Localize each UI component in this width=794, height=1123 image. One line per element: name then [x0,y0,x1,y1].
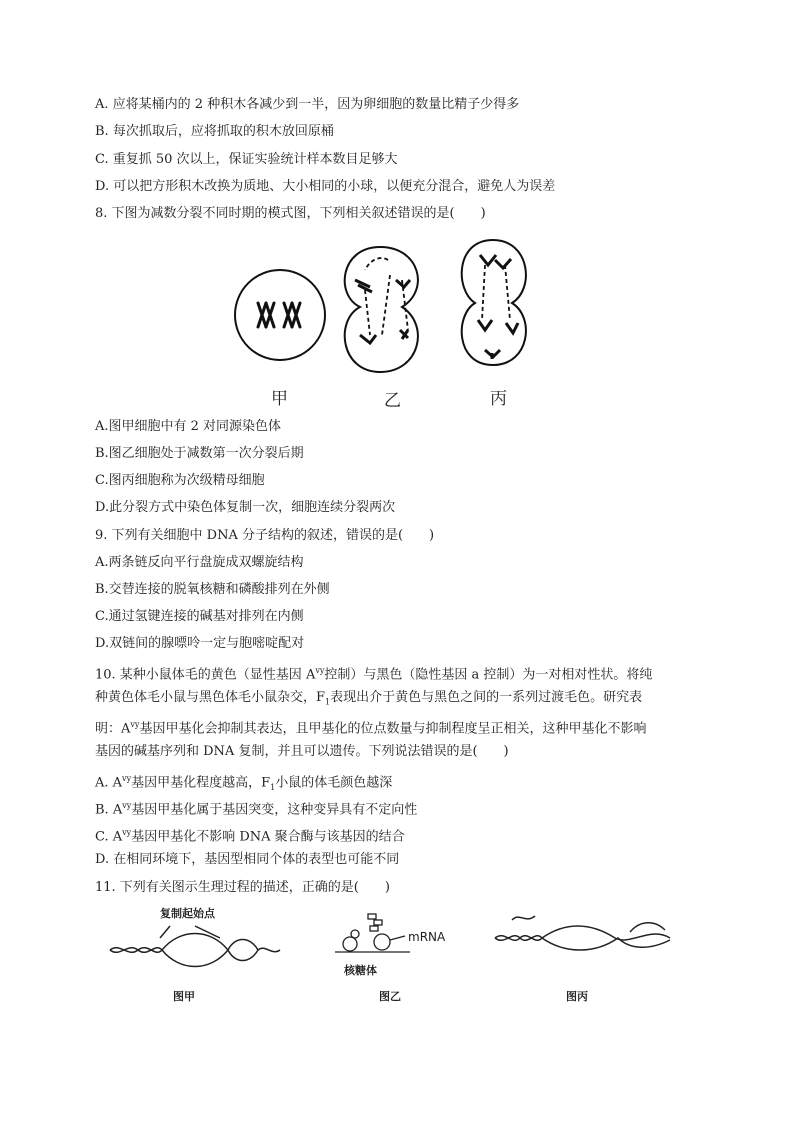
caption-jia: 图甲 [173,990,195,1003]
q8-stem: 8. 下图为减数分裂不同时期的模式图，下列相关叙述错误的是( ) [95,206,486,221]
caption-yi: 图乙 [379,990,401,1003]
figure-bing-transcription [490,910,690,970]
q8-option-c: C.图丙细胞称为次级精母细胞 [95,473,265,488]
ribosome-label: 核糖体 [344,964,377,977]
q9-option-a: A.两条链反向平行盘旋成双螺旋结构 [95,555,304,570]
q7-option-c: C. 重复抓 50 次以上，保证实验统计样本数目足够大 [95,152,398,167]
q10-stem-line4: 基因的碱基序列和 DNA 复制，并且可以遗传。下列说法错误的是( ) [95,744,509,759]
q10-option-a: A. $A^{vy}$基因甲基化程度越高，$F_1$小鼠的体毛颜色越深 [95,774,393,792]
q11-stem: 11. 下列有关图示生理过程的描述，正确的是( ) [95,880,390,895]
q10-stem-line3: 明：$A^{vy}$基因甲基化会抑制其表达，且甲基化的位点数量与抑制程度呈正相关，这种甲基化不影响 [95,720,647,737]
meiosis-figure [230,235,560,380]
q10-option-d: D. 在相同环境下，基因型相同个体的表型也可能不同 [95,852,400,867]
q7-option-b: B. 每次抓取后，应将抓取的积木放回原桶 [95,124,334,139]
replication-origin-label: 复制起始点 [160,907,215,920]
q9-option-d: D.双链间的腺嘌呤一定与胞嘧啶配对 [95,636,305,651]
figure-label-yi: 乙 [384,391,401,411]
q10-stem-line1: 10. 某种小鼠体毛的黄色（显性基因 $A^{vy}$控制）与黑色（隐性基因 a 控制）为一对相对性状。将纯 [95,666,653,683]
figure-label-jia: 甲 [271,389,288,409]
q10-option-b: B. $A^{vy}$基因甲基化属于基因突变，这种变异具有不定向性 [95,801,418,818]
figure-label-bing: 丙 [490,389,507,409]
q7-option-d: D. 可以把方形积木改换为质地、大小相同的小球，以便充分混合，避免人为误差 [95,179,556,194]
q8-option-a: A.图甲细胞中有 2 对同源染色体 [95,419,282,434]
q7-option-a: A. 应将某桶内的 2 种积木各减少到一半，因为卵细胞的数量比精子少得多 [95,97,520,112]
figure-jia-dna-replication [100,918,290,980]
q9-stem: 9. 下列有关细胞中 DNA 分子结构的叙述，错误的是( ) [95,528,435,543]
caption-bing: 图丙 [566,990,588,1003]
mrna-label: mRNA [408,930,446,944]
q9-option-b: B.交替连接的脱氧核糖和磷酸排列在外侧 [95,582,330,597]
q8-option-b: B.图乙细胞处于减数第一次分裂后期 [95,446,304,461]
q10-option-c: C. $A^{vy}$基因甲基化不影响 DNA 聚合酶与该基因的结合 [95,828,405,845]
q9-option-c: C.通过氢键连接的碱基对排列在内侧 [95,609,304,624]
q8-option-d: D.此分裂方式中染色体复制一次，细胞连续分裂两次 [95,500,396,515]
q10-stem-line2: 种黄色体毛小鼠与黑色体毛小鼠杂交，$F_1$表现出介于黄色与黑色之间的一系列过渡毛色。研究表 [95,690,643,707]
